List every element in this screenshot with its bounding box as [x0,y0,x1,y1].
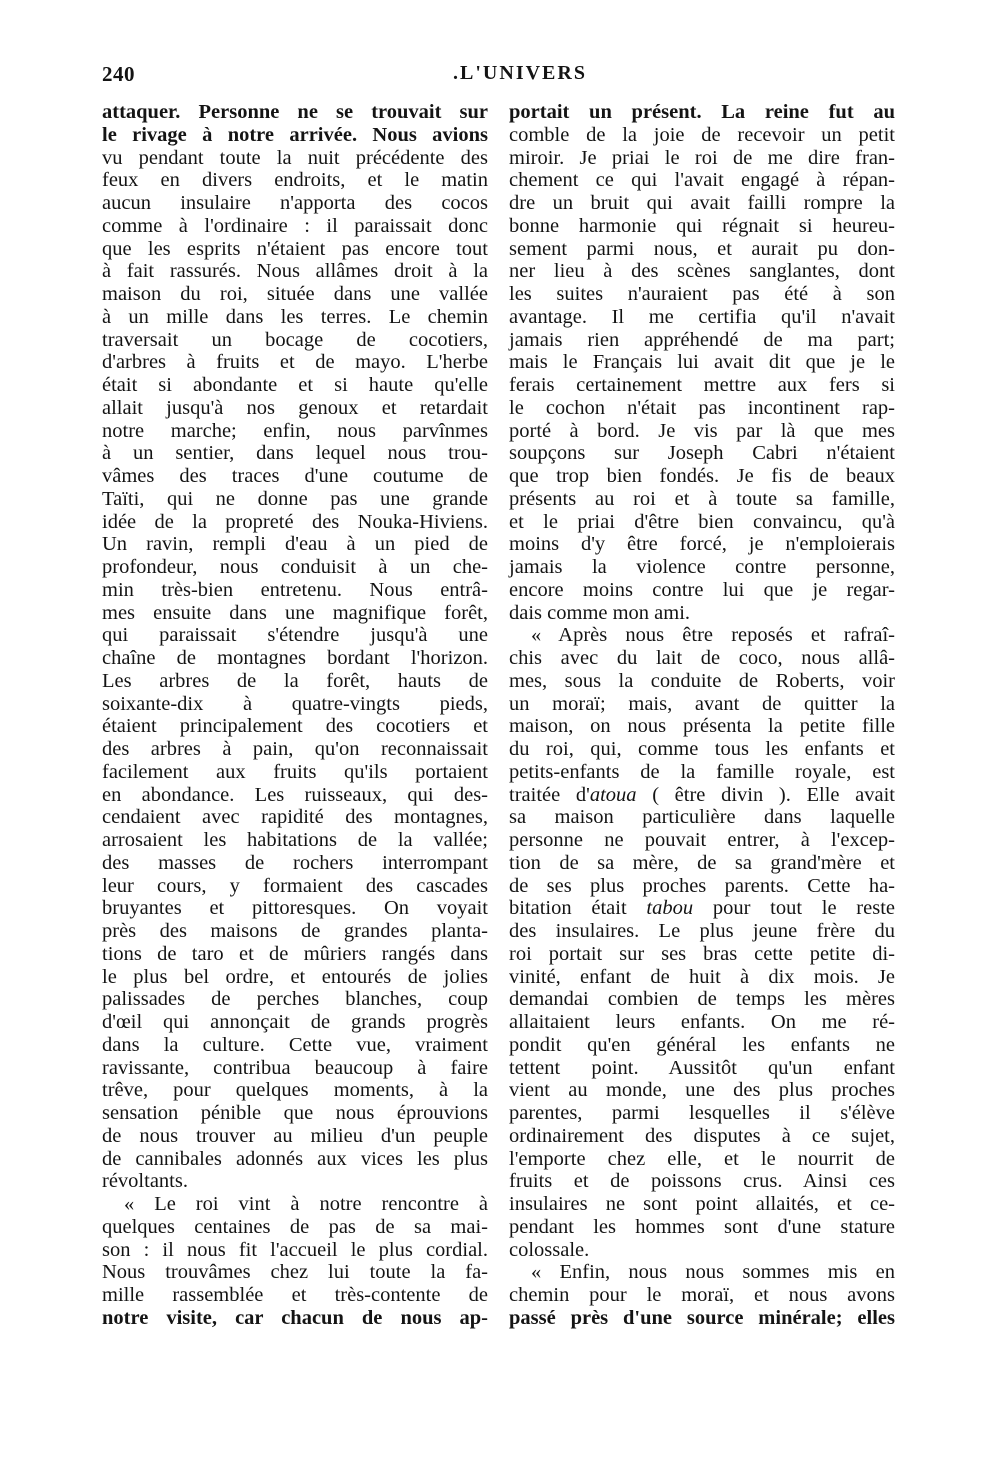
text-line: des masses de rochers interrompant [102,851,488,874]
text-line [509,897,895,920]
text-line: mille rassemblée et très-contente de [102,1284,488,1306]
text-line: étaient principalement des cocotiers et [102,715,488,738]
text-line: idée de la propreté des Nouka-Hiviens. [102,510,488,533]
text-line: personne ne pouvait entrer, à l'excep- [509,829,895,851]
text-line: à un sentier, dans lequel nous trou- [102,442,488,465]
text-line: ferais certainement mettre aux fers si [509,374,895,396]
text-line: maison du roi, située dans une vallée [102,283,488,305]
text-line: pondit qu'en général les enfants ne [509,1033,895,1056]
text-line: dre un bruit qui avait failli rompre la [509,192,895,214]
running-title: .L'UNIVERS [453,62,587,84]
text-line: ner lieu à des scènes sanglantes, dont [509,260,895,283]
text-line: un moraï; mais, avant de quitter la [509,692,895,715]
text-line: Nous trouvâmes chez lui toute la fa- [102,1261,488,1284]
text-line: son : il nous fit l'accueil le plus cordial. [102,1238,488,1261]
text-line: pendant les hommes sont d'une stature [509,1215,895,1238]
text-line: était si abondante et si haute qu'elle [102,374,488,396]
text-line: notre visite, car chacun de nous ap- [102,1306,488,1329]
text-segment: ( être divin ). Elle avait [636,783,895,806]
text-line: palissades de perches blanches, coup [102,988,488,1011]
text-line: sensation pénible que nous éprouvions [102,1102,488,1124]
text-line: chemin pour le moraï, et nous avons [509,1284,895,1306]
text-line: passé près d'une source minérale; elles [509,1306,895,1329]
text-line: arrosaient les habitations de la vallée; [102,829,488,851]
text-line: soupçons sur Joseph Cabri n'étaient [509,442,895,465]
text-line: « Le roi vint à notre rencontre à [124,1193,488,1215]
text-line: moins d'y être forcé, je n'emploierais [509,533,895,556]
right-column [509,101,895,1330]
text-line: sement parmi nous, et aurait pu don- [509,237,895,260]
text-line: mes ensuite dans une magnifique forêt, [102,601,488,624]
text-line: dais comme mon ami. [509,601,691,624]
text-line: vâmes des traces d'une coutume de [102,465,488,487]
text-line: allaitaient leurs enfants. On me ré- [509,1011,895,1033]
italic-term: atoua [589,783,637,806]
text-line: qui paraissait s'étendre jusqu'à une [102,624,488,647]
text-line: profondeur, nous conduisit à un che- [102,556,488,578]
text-line: tions de taro et de mûriers rangés dans [102,942,488,965]
text-line: de cannibales adonnés aux vices les plus [102,1147,488,1170]
text-line: à un mille dans les terres. Le chemin [102,305,488,328]
text-line: ordinairement des disputes à ce sujet, [509,1124,895,1147]
text-line: sa maison particulière dans laquelle [509,806,895,829]
text-line: trêve, pour quelques moments, à la [102,1079,488,1102]
text-line: ravissante, contribua beaucoup à faire [102,1056,488,1079]
text-line: roi portait sur ses bras cette petite di- [509,942,895,965]
text-line: cendaient avec rapidité des montagnes, [102,806,488,829]
page-header [100,62,900,90]
text-line: de ses plus proches parents. Cette ha- [509,874,895,897]
text-line: du roi, qui, comme tous les enfants et [509,738,895,760]
text-line: parentes, parmi lesquelles il s'élève [509,1102,895,1124]
text-line: des arbres à pain, qu'on reconnaissait [102,738,488,760]
text-line: le plus bel ordre, et entourés de jolies [102,965,488,988]
text-line: révoltants. [102,1170,188,1193]
text-line: porté à bord. Je vis par là que mes [509,419,895,442]
text-line: aucun insulaire n'apporta des cocos [102,192,488,214]
text-line: quelques centaines de pas de sa mai- [102,1215,488,1238]
text-line: colossale. [509,1238,590,1261]
italic-term: tabou [646,897,694,920]
text-line: près des maisons de grandes planta- [102,920,488,942]
text-line: que trop bien fondés. Je fis de beaux [509,465,895,487]
text-segment: pour tout le reste [693,897,895,920]
text-line: comme à l'ordinaire : il paraissait donc [102,214,488,237]
text-line: les suites n'auraient pas été à son [509,283,895,305]
text-line: mes, sous la conduite de Roberts, voir [509,669,895,692]
text-line: le cochon n'était pas incontinent rap- [509,396,895,419]
text-line: chaîne de montagnes bordant l'horizon. [102,647,488,669]
text-line: min très-bien entretenu. Nous entrâ- [102,578,488,601]
text-line: fruits et de poissons crus. Ainsi ces [509,1170,895,1193]
text-segment: traitée d' [509,783,590,806]
text-line [509,784,895,807]
left-column [102,101,488,1330]
text-line: avantage. Il me certifia qu'il n'avait [509,305,895,328]
text-line: portait un présent. La reine fut au [509,101,895,123]
text-line: à fait rassurés. Nous allâmes droit à la [102,260,488,283]
text-line: « Enfin, nous nous sommes mis en [531,1261,895,1284]
text-line: que les esprits n'étaient pas encore tout [102,237,488,260]
text-line: facilement aux fruits qu'ils portaient [102,760,488,783]
text-line: leur cours, y formaient des cascades [102,874,488,897]
text-line: petits-enfants de la famille royale, est [509,760,895,783]
text-line: feux en divers endroits, et le matin [102,169,488,192]
text-line: bonne harmonie qui régnait si heureu- [509,214,895,237]
text-line: attaquer. Personne ne se trouvait sur [102,101,488,123]
text-line: comble de la joie de recevoir un petit [509,123,895,146]
text-segment: bitation était [509,897,647,920]
text-line: Les arbres de la forêt, hauts de [102,669,488,692]
text-line: allait jusqu'à nos genoux et retardait [102,396,488,419]
text-line: d'arbres à fruits et de mayo. L'herbe [102,351,488,374]
text-line: et le priai d'être bien convaincu, qu'à [509,510,895,533]
text-line: demandai combien de temps les mères [509,988,895,1011]
text-line: soixante-dix à quatre-vingts pieds, [102,692,488,715]
text-line: dans la culture. Cette vue, vraiment [102,1033,488,1056]
text-line: Un ravin, rempli d'eau à un pied de [102,533,488,556]
text-line: chis avec du lait de coco, nous allâ- [509,647,895,669]
text-line: bruyantes et pittoresques. On voyait [102,897,488,920]
text-line: l'emporte chez elle, et le nourrit de [509,1147,895,1170]
text-line: traversait un bocage de cocotiers, [102,328,488,351]
text-line: Taïti, qui ne donne pas une grande [102,487,488,510]
page-number: 240 [102,62,135,86]
text-line: jamais la violence contre personne, [509,556,895,578]
text-line: maison, on nous présenta la petite fille [509,715,895,738]
text-line: notre marche; enfin, nous parvînmes [102,419,488,442]
text-line: jamais rien appréhendé de ma part; [509,328,895,351]
text-line: vient au monde, une des plus proches [509,1079,895,1102]
text-line: vu pendant toute la nuit précédente des [102,146,488,169]
text-line: des insulaires. Le plus jeune frère du [509,920,895,942]
text-line: d'œil qui annonçait de grands progrès [102,1011,488,1033]
text-line: tettent point. Aussitôt qu'un enfant [509,1056,895,1079]
text-line: présents au roi et à toute sa famille, [509,487,895,510]
text-line: en abondance. Les ruisseaux, qui des- [102,783,488,806]
text-line: miroir. Je priai le roi de me dire fran- [509,146,895,169]
text-line: de nous trouver au milieu d'un peuple [102,1124,488,1147]
text-line: le rivage à notre arrivée. Nous avions [102,123,488,146]
text-line: chement ce qui l'avait engagé à répan- [509,169,895,192]
text-line: tion de sa mère, de sa grand'mère et [509,851,895,874]
text-line: insulaires ne sont point allaités, et ce- [509,1193,895,1215]
text-line: vinité, enfant de huit à dix mois. Je [509,965,895,988]
text-line: encore moins contre lui que je regar- [509,578,895,601]
text-line: mais le Français lui avait dit que je le [509,351,895,374]
text-line: « Après nous être reposés et rafraî- [531,624,895,647]
